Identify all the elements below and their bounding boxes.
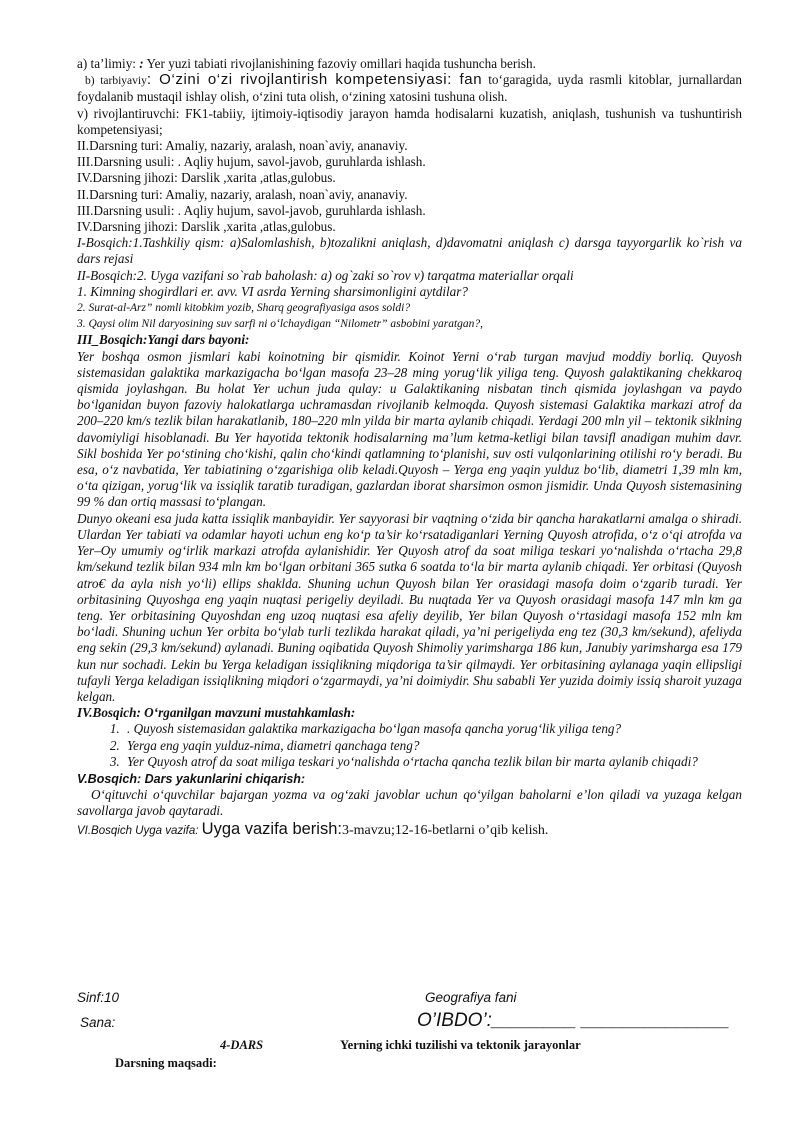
stage-2: II-Bosqich:2. Uyga vazifani so`rab baholash: a) og`zaki so`rov v) tarqatma materiallar orqali <box>77 267 574 283</box>
info-line: IV.Darsning jihozi: Darslik ,xarita ,atlas,gulobus. <box>77 170 336 186</box>
info-line: III.Darsning usuli: . Aqliy hujum, savol-javob, guruhlarda ishlash. <box>77 154 426 170</box>
list-item: 1. . Quyosh sistemasidan galaktika markazigacha bo‘lgan masofa qancha yorug‘lik yiliga teng? <box>123 721 742 737</box>
stage-4-title: IV.Bosqich: O‘rganilgan mavzuni mustahkamlash: <box>77 705 356 721</box>
homework-question: 1. Kimning shogirdlari er. avv. VI asrda Yerning sharsimonligini aytdilar? <box>77 283 469 299</box>
info-line: III.Darsning usuli: . Aqliy hujum, savol-javob, guruhlarda ishlash. <box>77 202 426 218</box>
info-line: II.Darsning turi: Amaliy, nazariy, aralash, noan`aviy, ananaviy. <box>77 138 408 154</box>
goal-a: a) ta’limiy: : Yer yuzi tabiati rivojlanishining fazoviy omillari haqida tushuncha berish. <box>77 56 536 71</box>
oibdo-line: O’IBDO’:________ ______________ <box>417 1010 730 1031</box>
list-item: 3. Yer Quyosh atrof da soat miliga teskari yo‘nalishda o‘rtacha qancha tezlik bilan bir marta aylanib chiqadi? <box>123 754 742 770</box>
info-line: IV.Darsning jihozi: Darslik ,xarita ,atlas,gulobus. <box>77 219 336 235</box>
review-question-list <box>77 721 742 770</box>
stage-3-title: III_Bosqich:Yangi dars bayoni: <box>77 332 250 348</box>
goal-v: v) rivojlantiruvchi: FK1-tabiiy, ijtimoiy-iqtisodiy jarayon hamda hodisalarni kuzatish, aniqlash, tushunish va tushuntirish kompetensiyasi; <box>77 105 742 137</box>
stage-1: I-Bosqich:1.Tashkiliy qism: a)Salomlashish, b)tozalikni aniqlash, d)davomatni aniqlash c) darsga tayyorgarlik ko`rish va dars rejasi <box>77 235 742 267</box>
stage-5-title: V.Bosqich: Dars yakunlarini chiqarish: <box>77 771 306 786</box>
lesson-goal-label: Darsning maqsadi: <box>115 1056 217 1070</box>
class-label: Sinf:10 <box>77 990 120 1005</box>
lesson-number: 4-DARS <box>220 1038 264 1052</box>
lesson-plan-body <box>77 56 742 839</box>
lesson-paragraph: Dunyo okeani esa juda katta issiqlik manbayidir. Yer sayyorasi bir vaqtning o‘zida bir qancha harakatlarni amalga o shiradi. Ulardan Yer tabiati va odamlar hayoti uchun eng ko‘p ta’sir ko‘rsatadiganlari Yerning Quyosh atrofida, o‘z o‘qi atrofda va Yer–Oy umumiy og‘irlik markazi atrofda aylanishidir. Yer Quyosh atrof da soat miliga teskari yo‘nalishda o‘rtacha 29,8 km/sekund tezlik bilan 934 mln km bo‘lgan orbitani 365 sutka 6 soatda to‘la bir marta aylanib chiqadi. Yer orbitasi (Quyosh atro€ da ayla nish yo‘li) ellips shaklda. Shuning uchun Quyosh bilan Yer orasidagi masofa doim o‘zgarib turadi. Yer orbitasining Quyoshga eng yaqin nuqtasi perigeliy deyiladi. Bu nuqtada Yer va Quyosh orasidagi masofa 147 mln km ga teng. Yer orbitasining Quyoshdan eng uzoq nuqtasi esa afeliy deyilib, Yer bilan Quyosh o‘rtasidagi masofa 152 mln km bo‘ladi. Shuning uchun Yer orbita bo‘ylab turli tezlikda harakat qiladi, ya’ni perigeliyda eng tez (30,3 km/sekund), afeliyda eng sekin (29,3 km/sekund) aylanadi. Buning oqibatida Quyosh Shimoliy yarimsharga 186 kun, Janubiy yarimsharga esa 179 kun nur sochadi. Lekin bu Yerga keladigan issiqlikning miqdoriga ta’sir qilmaydi. Yer orbitasining aylanaga yaqin ellipsligi tufayli Yerga keladigan issiqlikning miqdori o‘zgarmaydi, ya’ni doimiydir. Shu sababli Yer yuzida doimiy issiq sharoit yuzaga kelgan. <box>77 510 742 704</box>
next-lesson-header <box>77 990 757 1074</box>
stage-5-text: O‘qituvchi o‘quvchilar bajargan yozma va og‘zaki javoblar uchun qo‘yilgan baholarni e’lon qiladi va yuzaga kelgan savollarga javob qaytaradi. <box>77 786 742 818</box>
list-item: 2. Yerga eng yaqin yulduz-nima, diametri qanchaga teng? <box>123 738 742 754</box>
stage-6: VI.Bosqich Uyga vazifa: Uyga vazifa berish:3-mavzu;12-16-betlarni o’qib kelish. <box>77 820 549 839</box>
goal-b: b) tarbiyaviy: O‘zini o‘zi rivojlantirish kompetensiyasi: fan to‘garagida, uyda rasmli kitoblar, jurnallardan foydalanib mustaqil ishlay olish, o‘zini tuta olish, o‘zining xatosini tushuna olish. <box>77 71 742 105</box>
subject-label: Geografiya fani <box>425 990 517 1005</box>
homework-question: 2. Surat-al-Arz” nomli kitobkim yozib, Sharq geografiyasiga asos soldi? <box>77 302 411 315</box>
lesson-paragraph: Yer boshqa osmon jismlari kabi koinotning bir qismidir. Koinot Yerni o‘rab turgan mavjud moddiy borliq. Quyosh sistemasidan galaktika markazigacha bo‘lgan masofa 23–28 ming yorug‘lik yiliga teng. Quyosh galaktikaning chekkaroq qismida joylashgan. Bu holat Yer uchun juda qulay: u Galaktikaning nisbatan tinch qismida joylashgan va paydo bo‘lganidan buyon fazoviy halokatlarga uchramasdan rivojlanib kelmoqda. Quyosh sistemasi Galaktika markazi atrof da 200–220 km/s tezlik bilan harakatlanib, 180–220 mln yilda bir marta aylanib chiqadi. Yerdagi 200 mln yil – tektonik siklning davomiyligi hisoblanadi. Bu Yer hayotida tektonik hodisalarning ma’lum ketma-ketligi bilan tavsifl anadigan muhim davr. Sikl boshida Yer po‘stining cho‘kishi, qalin cho‘kindi qatlamning to‘planishi, suv osti vulqonlarining otilishi ro‘y beradi. Bu esa, o‘z navbatida, Yer tabiatining o‘zgarishiga olib keladi.Quyosh – Yerga eng yaqin yulduz bo‘lib, diametri 1,39 mln km, o‘ta qizigan, yorug‘lik va issiqlik taratib turadigan, gazlardan iborat sharsimon osmon jismidir. Unda Quyosh sistemasining 99 % dan ortiq massasi to‘plangan. <box>77 348 742 510</box>
info-line: II.Darsning turi: Amaliy, nazariy, aralash, noan`aviy, ananaviy. <box>77 186 408 202</box>
lesson-topic: Yerning ichki tuzilishi va tektonik jarayonlar <box>340 1038 581 1052</box>
homework-question: 3. Qaysi olim Nil daryosining suv sarfi ni o‘lchaydigan “Nilometr” asbobini yaratgan?, <box>77 318 484 331</box>
date-label: Sana: <box>80 1015 116 1030</box>
